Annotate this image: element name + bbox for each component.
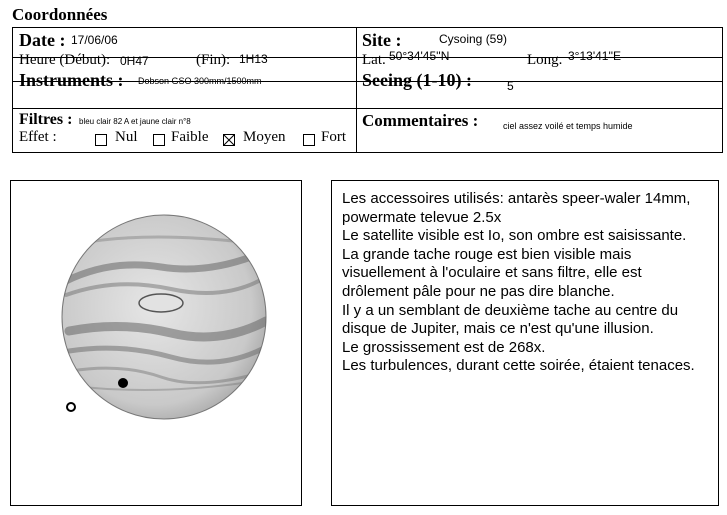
seeing-label: Seeing (1-10) : [362,70,472,90]
effet-nul-checkbox[interactable] [95,134,107,146]
jupiter-disc [62,215,266,419]
divider [356,28,357,152]
effet-faible-checkbox[interactable] [153,134,165,146]
effet-fort-checkbox[interactable] [303,134,315,146]
note-line: Le grossissement est de 268x. [342,338,546,356]
filtres-label: Filtres : [19,111,73,128]
jupiter-sketch-frame [10,180,302,506]
io-shadow [118,378,128,388]
lat-label: Lat. [362,52,386,68]
heure-start-value: 0H47 [120,54,149,68]
divider [13,108,722,109]
effet-moyen-label: Moyen [243,129,286,145]
note-line: Les accessoires utilisés: antarès speer-waler 14mm, powermate televue 2.5x [342,190,691,226]
note-line: Le satellite visible est Io, son ombre est saisissante. [342,227,687,245]
heure-end-value: 1H13 [239,52,268,66]
long-label: Long. [527,52,563,68]
filtres-value: bleu clair 82 A et jaune clair n°8 [79,117,191,126]
lat-value: 50°34'45''N [389,49,450,63]
date-value: 17/06/06 [71,33,118,47]
effet-nul-label: Nul [115,129,138,145]
site-label: Site : [362,30,402,50]
commentaires-label: Commentaires : [362,111,479,130]
effet-faible-label: Faible [171,129,209,145]
note-line: La grande tache rouge est bien visible mais visuellement à l'oculaire et sans filtre, elle est drôlement pâle pour ne pas dire blanche. [342,245,642,300]
observation-notes [331,180,719,506]
jupiter-sketch [11,181,301,505]
io-satellite [67,403,75,411]
commentaires-value: ciel assez voilé et temps humide [503,121,633,131]
effet-fort-label: Fort [321,129,347,145]
long-value: 3°13'41''E [568,49,622,63]
effet-moyen-checkbox[interactable] [223,134,235,146]
heure-start-label: Heure (Début): [19,52,111,68]
check-mark-icon [224,135,234,145]
instruments-label: Instruments : [19,70,124,90]
observation-form [12,27,723,153]
site-value: Cysoing (59) [439,32,508,46]
seeing-value: 5 [507,79,514,93]
note-line: Les turbulences, durant cette soirée, étaient tenaces. [342,357,695,375]
date-label: Date : [19,30,66,50]
instruments-value: Dobson GSO 300mm/1500mm [138,76,262,86]
page-title: Coordonnées [12,5,108,24]
heure-end-label: (Fin): [196,52,231,68]
note-line: Il y a un semblant de deuxième tache au centre du disque de Jupiter, mais ce n'est qu'une illusion. [342,301,679,338]
effet-label: Effet : [19,129,57,145]
great-red-spot [139,294,183,312]
